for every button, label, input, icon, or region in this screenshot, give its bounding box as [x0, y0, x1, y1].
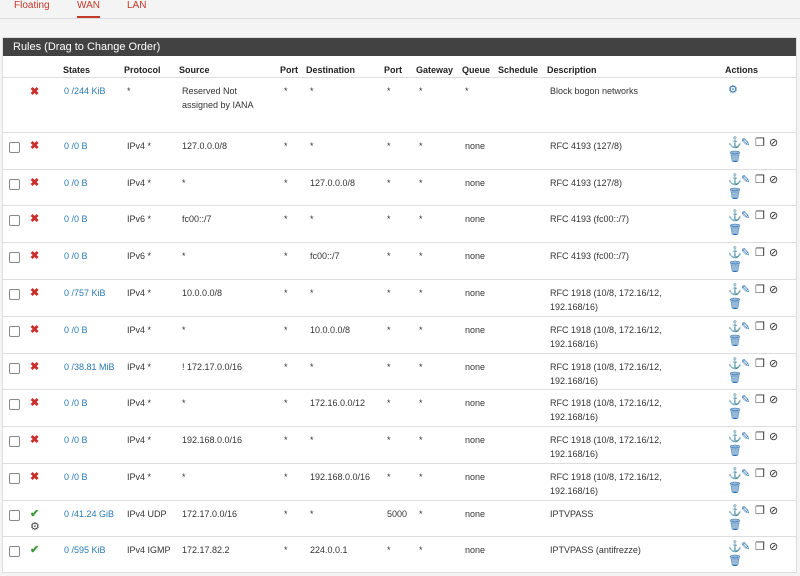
- anchor-icon[interactable]: ⚓: [728, 541, 742, 553]
- destination-cell: *: [310, 141, 314, 151]
- copy-icon[interactable]: ❐: [755, 284, 765, 296]
- destination-cell: *: [310, 435, 314, 445]
- disable-icon[interactable]: ⊘: [769, 321, 779, 333]
- edit-pencil-icon[interactable]: ✎: [741, 321, 751, 333]
- states-link[interactable]: 0 /0 B: [64, 214, 88, 224]
- port2-cell: *: [387, 178, 391, 188]
- col-actions: Actions: [725, 65, 759, 75]
- table-row: [3, 353, 796, 389]
- description-cell: RFC 1918 (10/8, 172.16/12, 192.168/16): [550, 288, 662, 312]
- queue-cell: none: [465, 472, 486, 482]
- port-cell: *: [284, 86, 288, 96]
- description-cell: RFC 4193 (fc00::/7): [550, 214, 630, 224]
- copy-icon[interactable]: ❐: [755, 137, 765, 149]
- port2-cell: *: [387, 141, 391, 151]
- anchor-icon[interactable]: ⚓: [728, 431, 742, 443]
- description-cell: RFC 1918 (10/8, 172.16/12, 192.168/16): [550, 435, 662, 459]
- port2-cell: *: [387, 288, 391, 298]
- delete-trash-icon[interactable]: 🗑: [728, 555, 742, 567]
- description-cell: Block bogon networks: [550, 86, 639, 96]
- disable-icon[interactable]: ⊘: [769, 137, 779, 149]
- queue-cell: none: [465, 178, 486, 188]
- port-cell: *: [284, 251, 288, 261]
- gateway-cell: *: [419, 86, 423, 96]
- row-select-checkbox[interactable]: [9, 546, 20, 557]
- description-cell: RFC 1918 (10/8, 172.16/12, 192.168/16): [550, 398, 662, 422]
- col-description[interactable]: Description: [547, 65, 597, 75]
- anchor-icon[interactable]: ⚓: [728, 247, 742, 259]
- copy-icon[interactable]: ❐: [755, 468, 765, 480]
- col-port[interactable]: Port: [280, 65, 298, 75]
- copy-icon[interactable]: ❐: [755, 541, 765, 553]
- row-select-checkbox[interactable]: [9, 289, 20, 300]
- block-x-icon: ✖: [30, 140, 40, 152]
- queue-cell: *: [465, 86, 469, 96]
- states-link[interactable]: 0 /757 KiB: [64, 288, 106, 298]
- protocol-cell: IPv4 *: [127, 398, 152, 408]
- table-row: [3, 463, 796, 500]
- anchor-icon[interactable]: ⚓: [728, 468, 742, 480]
- delete-trash-icon[interactable]: 🗑: [728, 482, 742, 494]
- table-row: [3, 316, 796, 353]
- destination-cell: 224.0.0.1: [310, 545, 348, 555]
- tab-floating[interactable]: Floating: [14, 0, 50, 11]
- queue-cell: none: [465, 362, 486, 372]
- disable-icon[interactable]: ⊘: [769, 505, 779, 517]
- queue-cell: none: [465, 325, 486, 335]
- delete-trash-icon[interactable]: 🗑: [728, 188, 742, 200]
- delete-trash-icon[interactable]: 🗑: [728, 335, 742, 347]
- delete-trash-icon[interactable]: 🗑: [728, 261, 742, 273]
- copy-icon[interactable]: ❐: [755, 358, 765, 370]
- edit-pencil-icon[interactable]: ✎: [741, 505, 751, 517]
- gear-icon[interactable]: ⚙: [728, 84, 738, 96]
- interface-tabs: [0, 0, 800, 22]
- col-source[interactable]: Source: [179, 65, 210, 75]
- anchor-icon[interactable]: ⚓: [728, 137, 742, 149]
- port-cell: *: [284, 509, 288, 519]
- block-x-icon: ✖: [30, 434, 40, 446]
- destination-cell: *: [310, 362, 314, 372]
- port2-cell: *: [387, 472, 391, 482]
- states-link[interactable]: 0 /244 KiB: [64, 86, 106, 96]
- port2-cell: *: [387, 362, 391, 372]
- anchor-icon[interactable]: ⚓: [728, 321, 742, 333]
- destination-cell: 192.168.0.0/16: [310, 472, 371, 482]
- port-cell: *: [284, 398, 288, 408]
- table-row: [3, 242, 796, 279]
- edit-pencil-icon[interactable]: ✎: [741, 541, 751, 553]
- protocol-cell: IPv4 *: [127, 141, 152, 151]
- source-cell: *: [182, 325, 186, 335]
- description-cell: IPTVPASS (antifrezze): [550, 545, 641, 555]
- delete-trash-icon[interactable]: 🗑: [728, 372, 742, 384]
- destination-cell: *: [310, 214, 314, 224]
- disable-icon[interactable]: ⊘: [769, 358, 779, 370]
- disable-icon[interactable]: ⊘: [769, 174, 779, 186]
- col-gateway[interactable]: Gateway: [416, 65, 454, 75]
- edit-pencil-icon[interactable]: ✎: [741, 174, 751, 186]
- block-x-icon: ✖: [30, 324, 40, 336]
- source-cell: fc00::/7: [182, 214, 212, 224]
- source-cell: 172.17.0.0/16: [182, 509, 238, 519]
- port-cell: *: [284, 288, 288, 298]
- table-row: [3, 389, 796, 426]
- copy-icon[interactable]: ❐: [755, 394, 765, 406]
- source-cell: *: [182, 251, 186, 261]
- description-cell: RFC 4193 (127/8): [550, 141, 623, 151]
- port-cell: *: [284, 178, 288, 188]
- destination-cell: *: [310, 509, 314, 519]
- copy-icon[interactable]: ❐: [755, 505, 765, 517]
- destination-cell: *: [310, 86, 314, 96]
- col-protocol[interactable]: Protocol: [124, 65, 161, 75]
- row-select-checkbox[interactable]: [9, 215, 20, 226]
- edit-pencil-icon[interactable]: ✎: [741, 284, 751, 296]
- edit-pencil-icon[interactable]: ✎: [741, 394, 751, 406]
- port2-cell: *: [387, 435, 391, 445]
- port2-cell: *: [387, 545, 391, 555]
- port2-cell: *: [387, 398, 391, 408]
- row-select-checkbox[interactable]: [9, 142, 20, 153]
- states-link[interactable]: 0 /0 B: [64, 141, 88, 151]
- source-cell: Reserved Not assigned by IANA: [182, 86, 254, 110]
- tab-divider: [0, 18, 800, 19]
- protocol-cell: IPv4 *: [127, 288, 152, 298]
- copy-icon[interactable]: ❐: [755, 247, 765, 259]
- gateway-cell: *: [419, 509, 423, 519]
- pass-check-icon: ✔: [30, 544, 40, 556]
- col-states[interactable]: States: [63, 65, 91, 75]
- gateway-cell: *: [419, 178, 423, 188]
- destination-cell: 127.0.0.0/8: [310, 178, 356, 188]
- queue-cell: none: [465, 141, 486, 151]
- port-cell: *: [284, 472, 288, 482]
- protocol-cell: IPv4 UDP: [127, 509, 167, 519]
- port2-cell: 5000: [387, 509, 408, 519]
- block-x-icon: ✖: [30, 397, 40, 409]
- source-cell: 127.0.0.0/8: [182, 141, 228, 151]
- description-cell: RFC 1918 (10/8, 172.16/12, 192.168/16): [550, 362, 662, 386]
- queue-cell: none: [465, 288, 486, 298]
- protocol-cell: IPv4 *: [127, 472, 152, 482]
- protocol-cell: IPv4 IGMP: [127, 545, 171, 555]
- anchor-icon[interactable]: ⚓: [728, 284, 742, 296]
- source-cell: *: [182, 178, 186, 188]
- states-link[interactable]: 0 /38.81 MiB: [64, 362, 115, 372]
- protocol-cell: IPv6 *: [127, 251, 152, 261]
- protocol-cell: IPv4 *: [127, 362, 152, 372]
- col-queue[interactable]: Queue: [462, 65, 491, 75]
- queue-cell: none: [465, 214, 486, 224]
- protocol-cell: IPv6 *: [127, 214, 152, 224]
- tab-lan[interactable]: LAN: [127, 0, 147, 11]
- copy-icon[interactable]: ❐: [755, 321, 765, 333]
- table-row-bogon: [3, 77, 796, 131]
- gateway-cell: *: [419, 325, 423, 335]
- gateway-cell: *: [419, 398, 423, 408]
- delete-trash-icon[interactable]: 🗑: [728, 298, 742, 310]
- states-link[interactable]: 0 /0 B: [64, 178, 88, 188]
- disable-icon[interactable]: ⊘: [769, 431, 779, 443]
- anchor-icon[interactable]: ⚓: [728, 505, 742, 517]
- states-link[interactable]: 0 /41.24 GiB: [64, 509, 115, 519]
- anchor-icon[interactable]: ⚓: [728, 358, 742, 370]
- states-link[interactable]: 0 /0 B: [64, 398, 88, 408]
- row-select-checkbox[interactable]: [9, 179, 20, 190]
- edit-pencil-icon[interactable]: ✎: [741, 247, 751, 259]
- panel-title: Rules (Drag to Change Order): [3, 38, 796, 56]
- copy-icon[interactable]: ❐: [755, 174, 765, 186]
- edit-pencil-icon[interactable]: ✎: [741, 358, 751, 370]
- description-cell: RFC 4193 (127/8): [550, 178, 623, 188]
- description-cell: RFC 1918 (10/8, 172.16/12, 192.168/16): [550, 325, 662, 349]
- pass-check-icon: ✔: [30, 508, 40, 520]
- disable-icon[interactable]: ⊘: [769, 394, 779, 406]
- block-icon: ✖: [30, 86, 40, 98]
- source-cell: 192.168.0.0/16: [182, 435, 243, 445]
- protocol-cell: IPv4 *: [127, 178, 152, 188]
- gateway-cell: *: [419, 435, 423, 445]
- description-cell: RFC 1918 (10/8, 172.16/12, 192.168/16): [550, 472, 662, 496]
- port2-cell: *: [387, 214, 391, 224]
- destination-cell: *: [310, 288, 314, 298]
- block-x-icon: ✖: [30, 287, 40, 299]
- description-cell: IPTVPASS: [550, 509, 594, 519]
- gateway-cell: *: [419, 545, 423, 555]
- edit-pencil-icon[interactable]: ✎: [741, 210, 751, 222]
- row-select-checkbox[interactable]: [9, 399, 20, 410]
- col-schedule[interactable]: Schedule: [498, 65, 539, 75]
- col-port2[interactable]: Port: [384, 65, 402, 75]
- queue-cell: none: [465, 398, 486, 408]
- delete-trash-icon[interactable]: 🗑: [728, 408, 742, 420]
- block-x-icon: ✖: [30, 250, 40, 262]
- states-link[interactable]: 0 /595 KiB: [64, 545, 106, 555]
- source-cell: 10.0.0.0/8: [182, 288, 223, 298]
- delete-trash-icon[interactable]: 🗑: [728, 224, 742, 236]
- block-x-icon: ✖: [30, 177, 40, 189]
- port2-cell: *: [387, 86, 391, 96]
- delete-trash-icon[interactable]: 🗑: [728, 445, 742, 457]
- destination-cell: fc00::/7: [310, 251, 340, 261]
- protocol-cell: IPv4 *: [127, 325, 152, 335]
- row-select-checkbox[interactable]: [9, 473, 20, 484]
- description-cell: RFC 4193 (fc00::/7): [550, 251, 630, 261]
- gateway-cell: *: [419, 214, 423, 224]
- table-row: [3, 500, 796, 536]
- port-cell: *: [284, 214, 288, 224]
- port-cell: *: [284, 325, 288, 335]
- row-select-checkbox[interactable]: [9, 252, 20, 263]
- source-cell: ! 172.17.0.0/16: [182, 362, 243, 372]
- row-select-checkbox[interactable]: [9, 363, 20, 374]
- states-link[interactable]: 0 /0 B: [64, 251, 88, 261]
- edit-pencil-icon[interactable]: ✎: [741, 468, 751, 480]
- protocol-cell: *: [127, 86, 131, 96]
- block-x-icon: ✖: [30, 213, 40, 225]
- table-row: [3, 536, 796, 573]
- queue-cell: none: [465, 509, 486, 519]
- gateway-cell: *: [419, 362, 423, 372]
- table-row: [3, 205, 796, 242]
- disable-icon[interactable]: ⊘: [769, 247, 779, 259]
- port-cell: *: [284, 545, 288, 555]
- protocol-cell: IPv4 *: [127, 435, 152, 445]
- gateway-cell: *: [419, 141, 423, 151]
- port2-cell: *: [387, 325, 391, 335]
- copy-icon[interactable]: ❐: [755, 210, 765, 222]
- block-x-icon: ✖: [30, 471, 40, 483]
- port-cell: *: [284, 362, 288, 372]
- disable-icon[interactable]: ⊘: [769, 284, 779, 296]
- anchor-icon[interactable]: ⚓: [728, 174, 742, 186]
- rules-panel: [2, 37, 797, 573]
- disable-icon[interactable]: ⊘: [769, 468, 779, 480]
- destination-cell: 10.0.0.0/8: [310, 325, 351, 335]
- row-select-checkbox[interactable]: [9, 326, 20, 337]
- source-cell: 172.17.82.2: [182, 545, 230, 555]
- disable-icon[interactable]: ⊘: [769, 541, 779, 553]
- anchor-icon[interactable]: ⚓: [728, 210, 742, 222]
- queue-cell: none: [465, 251, 486, 261]
- tab-wan[interactable]: WAN: [77, 0, 100, 18]
- edit-pencil-icon[interactable]: ✎: [741, 431, 751, 443]
- edit-pencil-icon[interactable]: ✎: [741, 137, 751, 149]
- port2-cell: *: [387, 251, 391, 261]
- source-cell: *: [182, 398, 186, 408]
- table-row: [3, 132, 796, 169]
- col-destination[interactable]: Destination: [306, 65, 356, 75]
- table-row: [3, 279, 796, 316]
- disable-icon[interactable]: ⊘: [769, 210, 779, 222]
- source-cell: *: [182, 472, 186, 482]
- row-select-checkbox[interactable]: [9, 436, 20, 447]
- anchor-icon[interactable]: ⚓: [728, 394, 742, 406]
- delete-trash-icon[interactable]: 🗑: [728, 151, 742, 163]
- port-cell: *: [284, 435, 288, 445]
- states-link[interactable]: 0 /0 B: [64, 325, 88, 335]
- queue-cell: none: [465, 435, 486, 445]
- gateway-cell: *: [419, 472, 423, 482]
- table-row: [3, 169, 796, 205]
- destination-cell: 172.16.0.0/12: [310, 398, 366, 408]
- row-select-checkbox[interactable]: [9, 510, 20, 521]
- port-cell: *: [284, 141, 288, 151]
- gateway-cell: *: [419, 288, 423, 298]
- block-x-icon: ✖: [30, 361, 40, 373]
- table-row: [3, 426, 796, 463]
- delete-trash-icon[interactable]: 🗑: [728, 519, 742, 531]
- states-link[interactable]: 0 /0 B: [64, 472, 88, 482]
- states-link[interactable]: 0 /0 B: [64, 435, 88, 445]
- copy-icon[interactable]: ❐: [755, 431, 765, 443]
- advanced-options-icon: ⚙: [30, 521, 40, 533]
- gateway-cell: *: [419, 251, 423, 261]
- queue-cell: none: [465, 545, 486, 555]
